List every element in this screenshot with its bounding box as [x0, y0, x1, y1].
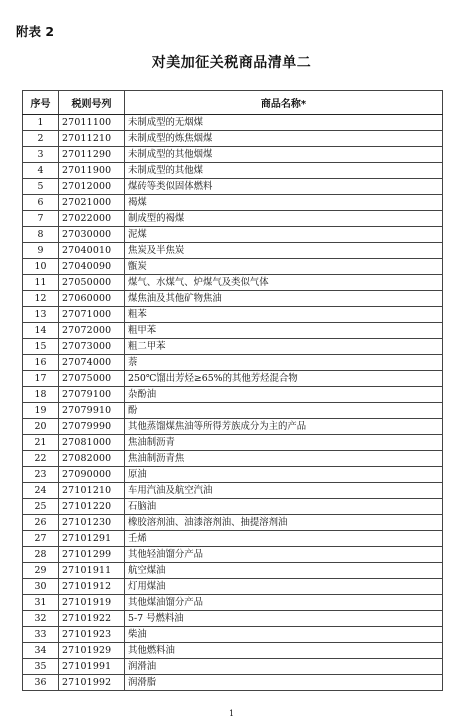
row-name: 柴油 [125, 627, 443, 643]
row-seq: 12 [23, 291, 59, 307]
row-seq: 5 [23, 179, 59, 195]
row-seq: 2 [23, 131, 59, 147]
row-code: 27072000 [59, 323, 125, 339]
row-seq: 34 [23, 643, 59, 659]
row-code: 27079100 [59, 387, 125, 403]
header-code: 税则号列 [59, 91, 125, 115]
table-row [23, 387, 443, 403]
table-row [23, 275, 443, 291]
attachment-label: 附表 2 [16, 24, 55, 39]
row-code: 27011900 [59, 163, 125, 179]
table-header-row [23, 91, 443, 115]
table-row [23, 563, 443, 579]
row-name: 煤砖等类似固体燃料 [125, 179, 443, 195]
table-row [23, 115, 443, 131]
table-row [23, 531, 443, 547]
row-name: 未制成型的其他烟煤 [125, 147, 443, 163]
row-name: 粗二甲苯 [125, 339, 443, 355]
row-code: 27101991 [59, 659, 125, 675]
row-code: 27040090 [59, 259, 125, 275]
row-name: 甑炭 [125, 259, 443, 275]
row-code: 27030000 [59, 227, 125, 243]
row-name: 制成型的褐煤 [125, 211, 443, 227]
row-name: 润滑脂 [125, 675, 443, 691]
row-seq: 9 [23, 243, 59, 259]
row-code: 27079990 [59, 419, 125, 435]
table-row [23, 307, 443, 323]
row-code: 27011290 [59, 147, 125, 163]
table-row [23, 163, 443, 179]
row-code: 27011210 [59, 131, 125, 147]
table-row [23, 515, 443, 531]
row-code: 27011100 [59, 115, 125, 131]
row-seq: 6 [23, 195, 59, 211]
row-seq: 7 [23, 211, 59, 227]
row-seq: 27 [23, 531, 59, 547]
row-name: 原油 [125, 467, 443, 483]
table-row [23, 195, 443, 211]
row-name: 灯用煤油 [125, 579, 443, 595]
row-code: 27090000 [59, 467, 125, 483]
row-code: 27075000 [59, 371, 125, 387]
table-row [23, 451, 443, 467]
row-name: 5-7 号燃料油 [125, 611, 443, 627]
row-code: 27082000 [59, 451, 125, 467]
tariff-list-table [22, 90, 443, 691]
row-seq: 28 [23, 547, 59, 563]
row-seq: 33 [23, 627, 59, 643]
table-row [23, 547, 443, 563]
row-name: 粗苯 [125, 307, 443, 323]
row-code: 27081000 [59, 435, 125, 451]
page-number: 1 [228, 709, 235, 718]
table-row [23, 659, 443, 675]
table-body [23, 115, 443, 691]
row-name: 焦油制沥青焦 [125, 451, 443, 467]
table-row [23, 595, 443, 611]
row-code: 27050000 [59, 275, 125, 291]
row-seq: 29 [23, 563, 59, 579]
document-title: 对美加征关税商品清单二 [151, 55, 312, 71]
row-code: 27101220 [59, 499, 125, 515]
row-seq: 3 [23, 147, 59, 163]
row-code: 27101911 [59, 563, 125, 579]
table-row [23, 179, 443, 195]
row-code: 27101922 [59, 611, 125, 627]
row-seq: 11 [23, 275, 59, 291]
table-row [23, 643, 443, 659]
row-code: 27101919 [59, 595, 125, 611]
row-seq: 35 [23, 659, 59, 675]
row-name: 泥煤 [125, 227, 443, 243]
row-name: 焦炭及半焦炭 [125, 243, 443, 259]
row-code: 27071000 [59, 307, 125, 323]
row-seq: 32 [23, 611, 59, 627]
row-seq: 18 [23, 387, 59, 403]
row-seq: 1 [23, 115, 59, 131]
row-code: 27101923 [59, 627, 125, 643]
row-seq: 21 [23, 435, 59, 451]
row-code: 27021000 [59, 195, 125, 211]
row-seq: 4 [23, 163, 59, 179]
row-code: 27074000 [59, 355, 125, 371]
table-row [23, 403, 443, 419]
row-code: 27101912 [59, 579, 125, 595]
row-seq: 24 [23, 483, 59, 499]
row-name: 壬烯 [125, 531, 443, 547]
table-row [23, 131, 443, 147]
row-name: 未制成型的无烟煤 [125, 115, 443, 131]
row-code: 27079910 [59, 403, 125, 419]
row-seq: 17 [23, 371, 59, 387]
table-row [23, 579, 443, 595]
row-seq: 8 [23, 227, 59, 243]
row-seq: 26 [23, 515, 59, 531]
row-code: 27073000 [59, 339, 125, 355]
table-row [23, 371, 443, 387]
table-row [23, 483, 443, 499]
header-seq: 序号 [23, 91, 59, 115]
row-name: 航空煤油 [125, 563, 443, 579]
header-name: 商品名称* [125, 91, 443, 115]
table-row [23, 259, 443, 275]
table-row [23, 291, 443, 307]
row-code: 27101210 [59, 483, 125, 499]
row-code: 27101291 [59, 531, 125, 547]
row-name: 其他燃料油 [125, 643, 443, 659]
row-name: 润滑油 [125, 659, 443, 675]
row-seq: 20 [23, 419, 59, 435]
row-name: 未制成型的炼焦烟煤 [125, 131, 443, 147]
row-seq: 19 [23, 403, 59, 419]
row-name: 煤气、水煤气、炉煤气及类似气体 [125, 275, 443, 291]
table-row [23, 467, 443, 483]
table-row [23, 243, 443, 259]
table-row [23, 339, 443, 355]
row-code: 27040010 [59, 243, 125, 259]
row-name: 石脑油 [125, 499, 443, 515]
row-name: 其他蒸馏煤焦油等所得芳族成分为主的产品 [125, 419, 443, 435]
row-name: 未制成型的其他煤 [125, 163, 443, 179]
row-seq: 23 [23, 467, 59, 483]
row-seq: 13 [23, 307, 59, 323]
row-code: 27101992 [59, 675, 125, 691]
table-row [23, 419, 443, 435]
row-name: 煤焦油及其他矿物焦油 [125, 291, 443, 307]
row-name: 酚 [125, 403, 443, 419]
table-row [23, 435, 443, 451]
table-row [23, 147, 443, 163]
table-row [23, 355, 443, 371]
row-seq: 14 [23, 323, 59, 339]
row-seq: 30 [23, 579, 59, 595]
row-name: 杂酚油 [125, 387, 443, 403]
row-seq: 25 [23, 499, 59, 515]
row-name: 萘 [125, 355, 443, 371]
row-name: 橡胶溶剂油、油漆溶剂油、抽提溶剂油 [125, 515, 443, 531]
row-code: 27060000 [59, 291, 125, 307]
row-seq: 15 [23, 339, 59, 355]
row-code: 27101929 [59, 643, 125, 659]
table-row [23, 499, 443, 515]
row-code: 27022000 [59, 211, 125, 227]
table-row [23, 675, 443, 691]
table-row [23, 611, 443, 627]
table-row [23, 627, 443, 643]
row-seq: 22 [23, 451, 59, 467]
row-name: 其他煤油馏分产品 [125, 595, 443, 611]
row-name: 其他轻油馏分产品 [125, 547, 443, 563]
row-name: 褐煤 [125, 195, 443, 211]
row-seq: 16 [23, 355, 59, 371]
row-name: 粗甲苯 [125, 323, 443, 339]
row-code: 27101230 [59, 515, 125, 531]
table-row [23, 227, 443, 243]
row-name: 车用汽油及航空汽油 [125, 483, 443, 499]
table-row [23, 323, 443, 339]
row-code: 27012000 [59, 179, 125, 195]
row-seq: 36 [23, 675, 59, 691]
row-seq: 31 [23, 595, 59, 611]
row-name: 250℃馏出芳烃≥65%的其他芳烃混合物 [125, 371, 443, 387]
row-code: 27101299 [59, 547, 125, 563]
row-name: 焦油制沥青 [125, 435, 443, 451]
row-seq: 10 [23, 259, 59, 275]
table-row [23, 211, 443, 227]
